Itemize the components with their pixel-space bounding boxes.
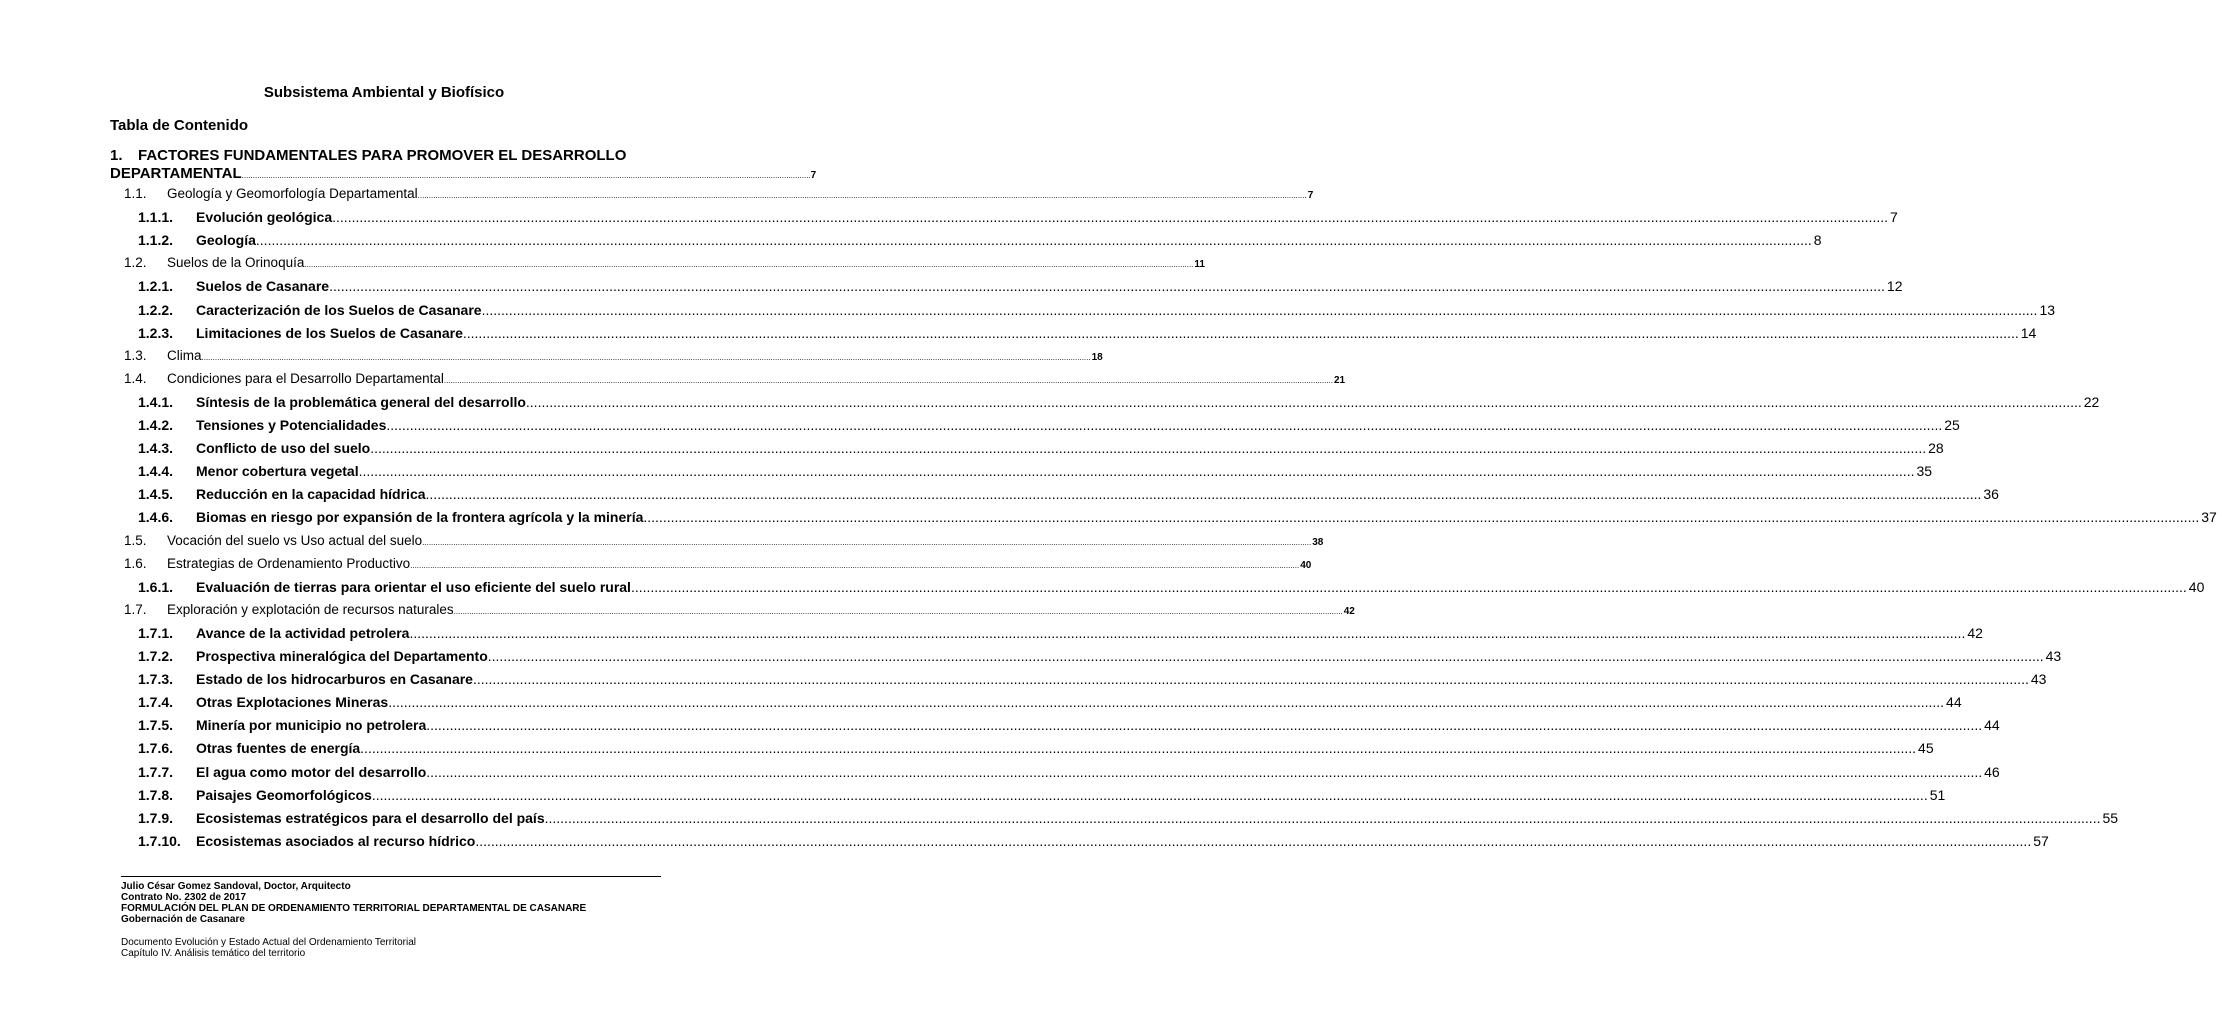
dot-leader: ................................................................................................................................................................................................................................................................................................................................................................................................................ bbox=[386, 417, 1943, 433]
toc-entry[interactable] bbox=[138, 486, 1999, 508]
toc-entry-page: 57 bbox=[2033, 832, 2049, 849]
toc-entry-page: 21 bbox=[1333, 374, 1346, 386]
page-footer bbox=[121, 881, 586, 959]
toc-entry-page: 38 bbox=[1312, 536, 1324, 548]
toc-entry-page: 42 bbox=[1967, 624, 1983, 641]
dot-leader: ................................................................................................................................................................................................................................................................................................................................................................................................................ bbox=[525, 393, 2082, 410]
toc-entry-label: Estado de los hidrocarburos en Casanare bbox=[196, 671, 473, 688]
toc-entry-label: Paisajes Geomorfológicos bbox=[196, 786, 372, 803]
toc-entry-label: Condiciones para el Desarrollo Departamental bbox=[167, 370, 444, 386]
toc-entry[interactable] bbox=[138, 324, 2037, 347]
toc-entry-label: Limitaciones de los Suelos de Casanare bbox=[196, 324, 463, 341]
toc-entry-page: 13 bbox=[2039, 301, 2056, 318]
footer-chapter: Capítulo IV. Análisis temático del territorio bbox=[121, 948, 306, 959]
dot-leader: ................................................................................................................................................................................................................................................................................................................................................................................................................ bbox=[329, 278, 1885, 295]
toc-entry-label: Geología y Geomorfología Departamental bbox=[167, 186, 418, 201]
toc-entry-page: 25 bbox=[1944, 417, 1960, 433]
toc-entry-number: 1.2.2. bbox=[138, 301, 174, 318]
toc-entry-number: 1.1.1. bbox=[138, 209, 174, 226]
toc-entry-page: 22 bbox=[2083, 393, 2100, 410]
toc-entry-label: El agua como motor del desarrollo bbox=[196, 763, 427, 780]
toc-entry-label: Vocación del suelo vs Uso actual del suelo bbox=[167, 532, 423, 548]
footer-document: Documento Evolución y Estado Actual del Ordenamiento Territorial bbox=[121, 937, 416, 948]
dot-leader: ................................................................................................................................................................................................................................................................................................................................................................................................................ bbox=[453, 606, 1343, 616]
toc-entry-page: 42 bbox=[1343, 605, 1355, 617]
toc-entry-number: 1.7.8. bbox=[138, 786, 174, 803]
dot-leader: ................................................................................................................................................................................................................................................................................................................................................................................................................ bbox=[443, 375, 1333, 385]
toc-entry-number: 1.7.3. bbox=[138, 671, 174, 688]
toc-entry-label: Evolución geológica bbox=[196, 209, 333, 226]
toc-entry[interactable] bbox=[138, 740, 1934, 762]
toc-entry-label: Minería por municipio no petrolera bbox=[196, 717, 427, 734]
toc-entry-label: Menor cobertura vegetal bbox=[196, 463, 359, 480]
toc-entry[interactable] bbox=[124, 255, 1205, 277]
toc-entry-label: Tensiones y Potencialidades bbox=[196, 417, 387, 433]
toc-entry[interactable] bbox=[124, 347, 1103, 370]
toc-entry-page: 40 bbox=[2188, 578, 2205, 595]
toc-entry-label: Suelos de la Orinoquía bbox=[167, 255, 305, 271]
dot-leader: ................................................................................................................................................................................................................................................................................................................................................................................................................ bbox=[422, 537, 1312, 547]
toc-entry-number: 1.7.4. bbox=[138, 694, 174, 711]
toc-entry-label: Biomas en riesgo por expansión de la frontera agrícola y la minería bbox=[196, 509, 644, 526]
dot-leader: ................................................................................................................................................................................................................................................................................................................................................................................................................ bbox=[426, 717, 1983, 734]
toc-entry-page: 44 bbox=[1984, 717, 2000, 734]
dot-leader: ................................................................................................................................................................................................................................................................................................................................................................................................................ bbox=[201, 352, 1091, 362]
dot-leader: ................................................................................................................................................................................................................................................................................................................................................................................................................ bbox=[487, 648, 2044, 664]
footer-project: FORMULACIÓN DEL PLAN DE ORDENAMIENTO TERRITORIAL DEPARTAMENTAL DE CASANARE bbox=[121, 903, 587, 914]
toc-entry-page: 44 bbox=[1946, 694, 1962, 711]
dot-leader: ................................................................................................................................................................................................................................................................................................................................................................................................................ bbox=[462, 324, 2019, 341]
toc-entry[interactable] bbox=[124, 601, 1355, 624]
toc-entry-page: 40 bbox=[1300, 559, 1312, 571]
toc-entry-label: Geología bbox=[196, 232, 256, 249]
toc-entry-label: Suelos de Casanare bbox=[196, 278, 330, 295]
toc-entry-label: Conflicto de uso del suelo bbox=[196, 440, 371, 457]
toc-entry-page: 7 bbox=[1307, 190, 1314, 201]
toc-entry-number: 1.2. bbox=[124, 255, 147, 271]
toc-entry-page: 46 bbox=[1984, 763, 2000, 780]
toc-entry-label: Otras fuentes de energía bbox=[196, 740, 361, 757]
toc-entry-label: Caracterización de los Suelos de Casanare bbox=[196, 301, 482, 318]
dot-leader: ................................................................................................................................................................................................................................................................................................................................................................................................................ bbox=[643, 509, 2200, 526]
dot-leader: ................................................................................................................................................................................................................................................................................................................................................................................................................ bbox=[304, 260, 1194, 270]
toc-entry-page: 14 bbox=[2020, 324, 2037, 341]
toc-entry-label: Avance de la actividad petrolera bbox=[196, 624, 410, 641]
toc-entry-page: 18 bbox=[1091, 351, 1103, 363]
toc-entry-number: 1.6. bbox=[124, 555, 147, 571]
toc-entry-number: 1.7.7. bbox=[138, 763, 174, 780]
toc-entry-page: 43 bbox=[2030, 671, 2047, 688]
dot-leader: ................................................................................................................................................................................................................................................................................................................................................................................................................ bbox=[360, 740, 1917, 757]
dot-leader: ................................................................................................................................................................................................................................................................................................................................................................................................................ bbox=[255, 232, 1812, 249]
toc-entry-number: 1.1.2. bbox=[138, 232, 174, 249]
toc-entry-label: Reducción en la capacidad hídrica bbox=[196, 486, 426, 503]
document-title: Subsistema Ambiental y Biofísico bbox=[263, 84, 505, 101]
toc-entry-number: 1.4.5. bbox=[138, 486, 174, 503]
toc-entry-label: Exploración y explotación de recursos naturales bbox=[167, 601, 454, 617]
toc-entry-page: 36 bbox=[1983, 486, 1999, 503]
toc-entry[interactable] bbox=[138, 509, 2217, 531]
footer-divider bbox=[121, 876, 661, 877]
dot-leader: ................................................................................................................................................................................................................................................................................................................................................................................................................ bbox=[409, 624, 1966, 641]
toc-entry-number: 1.7.5. bbox=[138, 717, 174, 734]
toc-entry[interactable] bbox=[124, 532, 1324, 555]
toc-entry-number: 1.4.4. bbox=[138, 463, 174, 480]
toc-entry-label: Ecosistemas asociados al recurso hídrico bbox=[196, 832, 476, 849]
footer-author: Julio César Gomez Sandoval, Doctor, Arquitecto bbox=[121, 881, 351, 892]
dot-leader: ................................................................................................................................................................................................................................................................ bbox=[241, 171, 811, 180]
toc-entry-number: 1.4.6. bbox=[138, 509, 174, 526]
toc-entry-number: 1.7.2. bbox=[138, 648, 174, 664]
toc-entry-page: 7 bbox=[1890, 209, 1898, 226]
toc-entry-number: 1.3. bbox=[124, 347, 147, 363]
toc-entry-label: Clima bbox=[167, 347, 202, 363]
dot-leader: ................................................................................................................................................................................................................................................................................................................................................................................................................ bbox=[630, 578, 2187, 595]
toc-entry-page: 55 bbox=[2102, 809, 2119, 826]
toc-heading: Tabla de Contenido bbox=[110, 117, 249, 134]
toc-entry-page: 11 bbox=[1194, 259, 1205, 271]
toc-entry-number: 1.6.1. bbox=[138, 578, 174, 595]
toc-entry[interactable] bbox=[138, 624, 1983, 647]
toc-entry[interactable] bbox=[138, 671, 2047, 693]
toc-entry[interactable] bbox=[138, 301, 2056, 324]
toc-entry-number: 1.5. bbox=[124, 532, 147, 548]
dot-leader: ................................................................................................................................................................................................................................................................................................................................................................................................................ bbox=[332, 209, 1888, 226]
toc-entry-label: Estrategias de Ordenamiento Productivo bbox=[167, 555, 411, 571]
toc-entry[interactable] bbox=[138, 717, 2000, 739]
dot-leader: ................................................................................................................................................................................................................................................................................................................................................................................................................ bbox=[388, 694, 1945, 711]
toc-entry-label: Prospectiva mineralógica del Departamento bbox=[196, 648, 488, 664]
toc-entry-page: 43 bbox=[2045, 648, 2062, 664]
footer-client: Gobernación de Casanare bbox=[121, 914, 245, 925]
toc-entry[interactable] bbox=[138, 232, 1822, 254]
toc-entry-label: FACTORES FUNDAMENTALES PARA PROMOVER EL DESARROLLO bbox=[138, 147, 627, 164]
footer-contract: Contrato No. 2302 de 2017 bbox=[121, 892, 247, 903]
toc-entry-number: 1.4.2. bbox=[138, 417, 174, 433]
dot-leader: ................................................................................................................................................................................................................................................................................................................................................................................................................ bbox=[358, 463, 1915, 480]
toc-entry-number: 1.7.6. bbox=[138, 740, 174, 757]
toc-entry-number: 1.4.1. bbox=[138, 393, 174, 410]
toc-entry-label: Evaluación de tierras para orientar el uso eficiente del suelo rural bbox=[196, 578, 631, 595]
toc-entry-1[interactable] bbox=[110, 147, 817, 185]
toc-entry-page: 7 bbox=[810, 170, 817, 181]
toc-entry-number: 1.7.1. bbox=[138, 624, 174, 641]
toc-entry-number: 1.7.10. bbox=[138, 832, 181, 849]
toc-entry-page: 45 bbox=[1918, 740, 1934, 757]
toc-entry-page: 8 bbox=[1813, 232, 1822, 249]
toc-entry[interactable] bbox=[138, 463, 1933, 485]
toc-entry[interactable] bbox=[138, 440, 1944, 462]
toc-entry-number: 1.4.3. bbox=[138, 440, 174, 457]
toc-entry[interactable] bbox=[138, 694, 1962, 716]
toc-entry[interactable] bbox=[138, 763, 2000, 786]
toc-entry-number: 1.7.9. bbox=[138, 809, 174, 826]
toc-entry-page: 37 bbox=[2201, 509, 2217, 526]
toc-entry[interactable] bbox=[124, 186, 1314, 208]
dot-leader: ................................................................................................................................................................................................................................................................................................................................................................................................................ bbox=[426, 763, 1983, 780]
dot-leader: ................................................................................................................................................................................................................................................................................................................................................................................................................ bbox=[475, 832, 2032, 849]
toc-entry-number: 1. bbox=[110, 147, 123, 164]
dot-leader: ................................................................................................................................................................................................................................................................................................................................................................................................................ bbox=[370, 440, 1927, 457]
toc-entry-number: 1.2.1. bbox=[138, 278, 174, 295]
dot-leader: ................................................................................................................................................................................................................................................................................................................................................................................................................ bbox=[425, 486, 1982, 503]
toc-entry[interactable] bbox=[138, 809, 2119, 832]
toc-entry-number: 1.4. bbox=[124, 370, 147, 386]
toc-entry-label-continued: DEPARTAMENTAL bbox=[110, 165, 242, 182]
dot-leader: ................................................................................................................................................................................................................................................................................................................................................................................................................ bbox=[472, 671, 2029, 688]
dot-leader: ................................................................................................................................................................................................................................................................................................................................................................................................................ bbox=[371, 786, 1928, 803]
toc-entry-label: Otras Explotaciones Mineras bbox=[196, 694, 389, 711]
toc-entry-page: 35 bbox=[1916, 463, 1933, 480]
toc-entry-number: 1.2.3. bbox=[138, 324, 174, 341]
toc-entry-page: 51 bbox=[1929, 786, 1946, 803]
toc-entry[interactable] bbox=[138, 278, 1903, 300]
toc-entry[interactable] bbox=[138, 786, 1946, 809]
toc-entry-number: 1.7. bbox=[124, 601, 147, 617]
dot-leader: ................................................................................................................................................................................................................................................................................................................................................................................................................ bbox=[417, 191, 1307, 200]
dot-leader: ................................................................................................................................................................................................................................................................................................................................................................................................................ bbox=[410, 560, 1300, 570]
toc-entry[interactable] bbox=[138, 417, 1960, 439]
dot-leader: ................................................................................................................................................................................................................................................................................................................................................................................................................ bbox=[481, 301, 2038, 318]
toc-entry-page: 12 bbox=[1886, 278, 1903, 295]
toc-entry[interactable] bbox=[138, 393, 2100, 416]
toc-entry-label: Ecosistemas estratégicos para el desarrollo del país bbox=[196, 809, 545, 826]
toc-entry-label: Síntesis de la problemática general del desarrollo bbox=[196, 393, 526, 410]
toc-entry-number: 1.1. bbox=[124, 186, 147, 201]
toc-entry-page: 28 bbox=[1928, 440, 1944, 457]
toc-entry[interactable] bbox=[124, 555, 1312, 578]
toc-entry[interactable] bbox=[138, 209, 1898, 231]
toc-entry[interactable] bbox=[138, 648, 2062, 670]
toc-entry[interactable] bbox=[124, 370, 1346, 393]
toc-entry[interactable] bbox=[138, 578, 2205, 601]
dot-leader: ................................................................................................................................................................................................................................................................................................................................................................................................................ bbox=[544, 809, 2101, 826]
toc-entry[interactable] bbox=[138, 832, 2049, 855]
